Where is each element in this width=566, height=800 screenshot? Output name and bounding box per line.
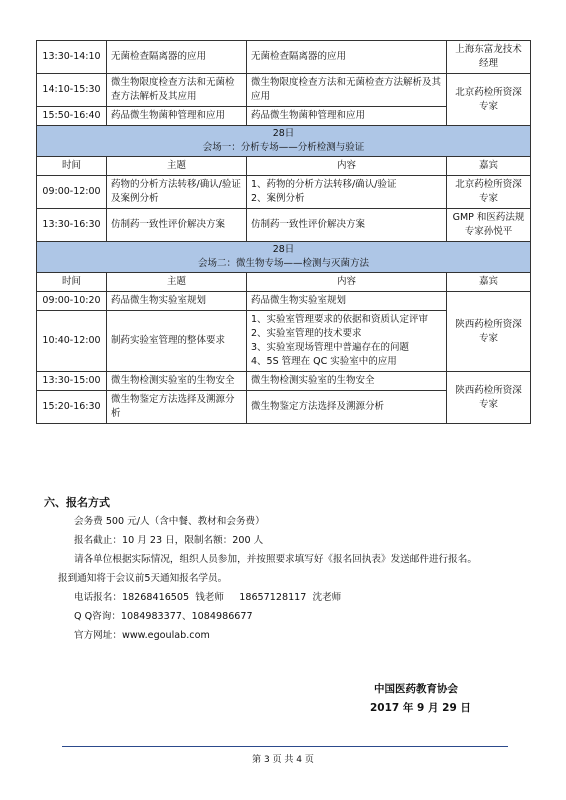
column-header: 主题 bbox=[107, 157, 247, 176]
content-line: 1、药物的分析方法转移/确认/验证 bbox=[251, 179, 397, 190]
topic-cell: 药物的分析方法转移/确认/验证及案例分析 bbox=[107, 176, 247, 209]
session-band bbox=[37, 242, 531, 273]
table-row bbox=[37, 74, 531, 107]
content-line: 3、实验室现场管理中普遍存在的问题 bbox=[251, 342, 410, 353]
time-cell: 13:30-15:00 bbox=[37, 372, 107, 391]
time-cell: 14:10-15:30 bbox=[37, 74, 107, 107]
topic-cell: 微生物限度检查方法和无菌检查方法解析及其应用 bbox=[107, 74, 247, 107]
content-line: 2、案例分析 bbox=[251, 193, 305, 204]
topic-cell: 药品微生物菌种管理和应用 bbox=[107, 107, 247, 126]
guest-cell: 北京药检所资深专家 bbox=[447, 176, 531, 209]
table-row bbox=[37, 292, 531, 311]
instruction-text: 请各单位根据实际情况，组织人员参加，并按照要求填写好《报名回执表》发送邮件进行报名。 bbox=[74, 554, 477, 565]
time-cell: 15:20-16:30 bbox=[37, 391, 107, 424]
schedule-table bbox=[36, 40, 531, 424]
column-header: 主题 bbox=[107, 273, 247, 292]
content-line: 2、实验室管理的技术要求 bbox=[251, 328, 362, 339]
table-header-row bbox=[37, 273, 531, 292]
guest-cell: 北京药检所资深专家 bbox=[447, 74, 531, 126]
footer-rule bbox=[62, 746, 508, 747]
content-cell bbox=[247, 372, 447, 391]
signature-date: 2017 年 9 月 29 日 bbox=[370, 702, 471, 714]
time-cell: 09:00-12:00 bbox=[37, 176, 107, 209]
band-day: 28日 bbox=[272, 128, 295, 139]
page-number: 第 3 页 共 4 页 bbox=[252, 755, 314, 765]
time-cell: 13:30-14:10 bbox=[37, 41, 107, 74]
website-text[interactable]: 官方网址：www.egoulab.com bbox=[74, 630, 210, 641]
content-line: 无菌检查隔离器的应用 bbox=[251, 51, 347, 62]
column-header: 内容 bbox=[247, 273, 447, 292]
content-cell bbox=[247, 292, 447, 311]
guest-cell: 陕西药检所资深专家 bbox=[447, 372, 531, 424]
topic-cell: 微生物检测实验室的生物安全 bbox=[107, 372, 247, 391]
content-cell bbox=[247, 41, 447, 74]
table-row bbox=[37, 209, 531, 242]
table-header-row bbox=[37, 157, 531, 176]
topic-cell: 微生物鉴定方法选择及溯源分析 bbox=[107, 391, 247, 424]
guest-cell: 上海东富龙技术经理 bbox=[447, 41, 531, 74]
column-header: 时间 bbox=[37, 273, 107, 292]
topic-cell: 无菌检查隔离器的应用 bbox=[107, 41, 247, 74]
content-cell bbox=[247, 311, 447, 372]
content-line: 微生物检测实验室的生物安全 bbox=[251, 375, 375, 386]
session-band bbox=[37, 126, 531, 157]
column-header: 嘉宾 bbox=[447, 273, 531, 292]
content-cell bbox=[247, 107, 447, 126]
content-cell bbox=[247, 209, 447, 242]
column-header: 时间 bbox=[37, 157, 107, 176]
table-row bbox=[37, 176, 531, 209]
content-line: 4、5S 管理在 QC 实验室中的应用 bbox=[251, 356, 397, 367]
table-row bbox=[37, 372, 531, 391]
content-cell bbox=[247, 176, 447, 209]
time-cell: 13:30-16:30 bbox=[37, 209, 107, 242]
topic-cell: 仿制药一致性评价解决方案 bbox=[107, 209, 247, 242]
fee-text: 会务费 500 元/人（含中餐、教材和会务费） bbox=[74, 516, 265, 527]
band-day: 28日 bbox=[272, 244, 295, 255]
content-line: 仿制药一致性评价解决方案 bbox=[251, 219, 366, 230]
content-line: 药品微生物实验室规划 bbox=[251, 295, 347, 306]
content-line: 1、实验室管理要求的依据和资质认定评审 bbox=[251, 314, 429, 325]
band-cell bbox=[37, 126, 531, 157]
topic-cell: 药品微生物实验室规划 bbox=[107, 292, 247, 311]
column-header: 嘉宾 bbox=[447, 157, 531, 176]
time-cell: 15:50-16:40 bbox=[37, 107, 107, 126]
signature-block bbox=[370, 680, 471, 718]
time-cell: 10:40-12:00 bbox=[37, 311, 107, 372]
qq-text: Q Q咨询：1084983377、1084986677 bbox=[74, 611, 253, 622]
column-header: 内容 bbox=[247, 157, 447, 176]
content-cell bbox=[247, 391, 447, 424]
band-title: 会场一：分析专场——分析检测与验证 bbox=[202, 142, 365, 153]
table-row bbox=[37, 41, 531, 74]
notice-text: 报到通知将于会议前5天通知报名学员。 bbox=[58, 573, 228, 584]
band-cell bbox=[37, 242, 531, 273]
guest-cell: GMP 和医药法规专家孙悦平 bbox=[447, 209, 531, 242]
content-line: 微生物鉴定方法选择及溯源分析 bbox=[251, 401, 385, 412]
organization-name: 中国医药教育协会 bbox=[374, 683, 458, 695]
guest-cell: 陕西药检所资深专家 bbox=[447, 292, 531, 372]
section-heading: 六、报名方式 bbox=[44, 496, 110, 509]
content-line: 药品微生物菌种管理和应用 bbox=[251, 110, 366, 121]
phone-text: 电话报名：18268416505 钱老师 18657128117 沈老师 bbox=[74, 592, 342, 603]
band-title: 会场二：微生物专场——检测与灭菌方法 bbox=[197, 258, 369, 269]
topic-cell: 制药实验室管理的整体要求 bbox=[107, 311, 247, 372]
time-cell: 09:00-10:20 bbox=[37, 292, 107, 311]
deadline-text: 报名截止：10 月 23 日，限制名额：200 人 bbox=[74, 535, 264, 546]
content-cell bbox=[247, 74, 447, 107]
content-line: 微生物限度检查方法和无菌检查方法解析及其应用 bbox=[251, 77, 442, 102]
